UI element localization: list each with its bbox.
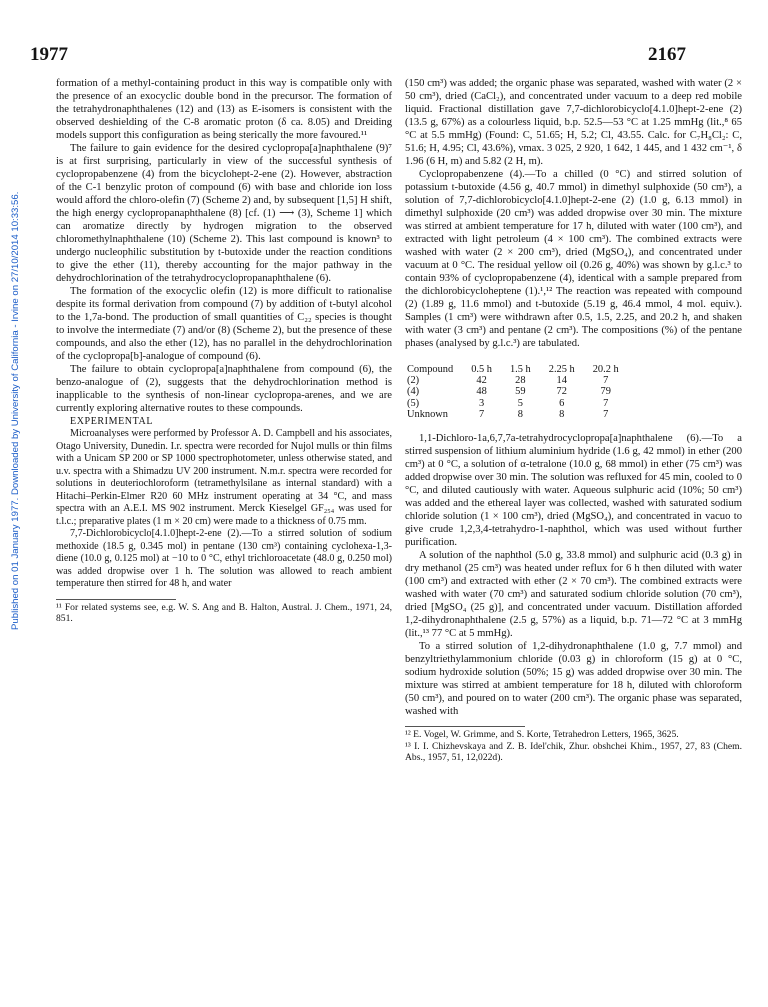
table-cell: (5) xyxy=(407,397,420,409)
composition-table xyxy=(407,364,629,420)
body-paragraph: The formation of the exocyclic olefin (12) is more difficult to rationalise despite its formal derivation from compound (7) by addition of t-butyl alcohol to the 1,7a-bond. The production of small quantities of C₂₂ species is thought to involve the intermediate (7) and/or (8) (Scheme 2), but the presence of these compounds, and also the ether (12), has no parallel in the dehydrochlorination of the cyclopropa[b]-analogue of compound (6). xyxy=(56,286,392,362)
table-cell: 14 xyxy=(556,375,567,387)
footnote-separator xyxy=(56,599,176,600)
table-cell: (2) xyxy=(407,375,420,387)
body-paragraph: (150 cm³) was added; the organic phase was separated, washed with water (2 × 50 cm³), dried (CaCl₂), and concentrated under vacuum to a deep red mobile liquid. Fractional distillation gave 7,7-dichlorobicyclo[4.1.0]hept-2-ene (2) (13.5 g, 67%) as a colourless liquid, b.p. 52.5—53 °C at 1.25 mmHg (lit.,⁸ 65 °C at 5.5 mmHg) (Found: C, 51.65; H, 5.2; Cl, 43.55. Calc. for C₇H₈Cl₂: C, 51.6; H, 4.95; Cl, 43.6%), νmax. 3 025, 2 920, 1 642, 1 445, and 1 432 cm⁻¹, δ 1.96 (6 H, m) and 5.82 (2 H, m). xyxy=(405,78,742,167)
table-cell: 72 xyxy=(556,386,567,398)
body-paragraph: 1,1-Dichloro-1a,6,7,7a-tetrahydrocyclopropa[a]naphthalene (6).—To a stirred suspension of lithium aluminium hydride (1.6 g, 42 mmol) in ether (200 cm³) at 0 °C, a solution of α-tetralone (10.0 g, 68 mmol) in ether (75 cm³) was added dropwise over 30 min. The solution was refluxed for 45 min, cooled to 0 °C, and diluted cautiously with water. Aqueous sulphuric acid (10%; 50 cm³) was added and the ethereal layer was collected, washed with saturated sodium chloride solution (1 × 100 cm³), dried (MgSO₄), and concentrated in vacuo to give crude 1,2,3,4-tetrahydro-1-naphthol, which was used without further purification. xyxy=(405,433,742,549)
table-cell: 7 xyxy=(603,397,609,409)
left-column xyxy=(56,77,392,625)
body-paragraph: The failure to gain evidence for the desired cyclopropa[a]naphthalene (9)⁷ is at first surprising, particularly in view of the successful synthesis of cyclopropabenzene (4) from the bicyclohept-2-ene (2). However, abstraction of the C-1 benzylic proton of compound (6) with base and chloride ion loss would afford the chloro-olefin (7) (Scheme 2) and, by subsequent [1,5] H shift, the high energy cyclopropanaphthalene (8) [cf. (1) ⟶ (3), Scheme 1] which can aromatize directly by hydrogen migration to the observed chloromethylnaphthalene (10) (Scheme 2). This last compound is known³ to undergo nucleophilic substitution by t-butoxide under the reaction conditions to give the ether (11), thereby accounting for the major pathway in the dehydrochlorination of the tetrahydrocyclopropanaphthalene (6). xyxy=(56,143,392,284)
table-header: 2.25 h xyxy=(548,364,575,375)
footnote: ¹² E. Vogel, W. Grimme, and S. Korte, Tetrahedron Letters, 1965, 3625. xyxy=(405,729,679,741)
table-cell: (4) xyxy=(407,386,420,398)
table-header: 0.5 h xyxy=(471,364,492,375)
table-cell: 48 xyxy=(476,386,487,398)
table-row xyxy=(407,398,629,409)
table-row xyxy=(407,375,629,386)
footnote-separator xyxy=(405,726,525,727)
section-heading: EXPERIMENTAL xyxy=(70,416,154,427)
body-paragraph: The failure to obtain cyclopropa[a]naphthalene from compound (6), the benzo-analogue of (2), suggests that the dehydrochlorination method is inapplicable to the synthesis of non-linear cyclopropa-arenes, and we are currently exploring alternative routes to these compounds. xyxy=(56,364,392,414)
page-year: 1977 xyxy=(30,44,68,65)
footnote: ¹¹ For related systems see, e.g. W. S. Ang and B. Halton, Austral. J. Chem., 1971, 24, 851. xyxy=(56,601,392,624)
table-cell: 79 xyxy=(600,386,611,398)
table-cell: 59 xyxy=(515,386,526,398)
table-row xyxy=(407,386,629,397)
table-cell: 8 xyxy=(517,408,523,420)
table-header: Compound xyxy=(407,364,454,375)
download-watermark-link[interactable]: Published on 01 January 1977. Downloaded by University of California - Irvine on 27/10/2014 10:33:56. xyxy=(10,191,21,630)
table-cell: 7 xyxy=(603,408,609,420)
table-cell: 5 xyxy=(517,397,523,409)
right-column xyxy=(405,77,742,764)
table-cell: 7 xyxy=(478,408,485,420)
table-cell: 28 xyxy=(515,375,526,387)
footnote: ¹³ I. I. Chizhevskaya and Z. B. Idel'chik, Zhur. obshchei Khim., 1957, 27, 83 (Chem. Abs., 1957, 51, 12,022d). xyxy=(405,740,742,764)
table-header: 20.2 h xyxy=(592,364,619,375)
page-number: 2167 xyxy=(648,44,686,65)
body-paragraph: A solution of the naphthol (5.0 g, 33.8 mmol) and sulphuric acid (0.3 g) in dry methanol (25 cm³) was heated under reflux for 6 h then diluted with water (100 cm³) and extracted with ether (2 × 70 cm³). The combined extracts were washed with water (70 cm³) and saturated sodium chloride solution (70 cm³), dried [MgSO₄ (25 g)], and concentrated under vacuum. Distillation afforded 1,2-dihydronaphthalene (2.5 g, 57%) as a liquid, b.p. 71—72 °C at 3 mmHg (lit.,¹³ 77 °C at 5 mmHg). xyxy=(405,550,742,640)
table-header: 1.5 h xyxy=(509,364,531,375)
experimental-paragraph: Microanalyses were performed by Professor A. D. Campbell and his associates, Otago University, Dunedin. I.r. spectra were recorded for Nujol mulls or thin films with a Unicam SP 200 or SP 1000 spectrophotometer, unless otherwise stated, and u.v. spectra with a Shimadzu UV 200 instrument. N.m.r. spectra were recorded for solutions in deuteriochloroform (tetramethylsilane as internal standard) with a Hitachi–Perkin-Elmer R20 60 MHz instrument operating at 34 °C, and mass spectra with an A.E.I. MS 902 instrument. Merck Kieselgel GF₂₅₄ was used for t.l.c.; preparative plates (1 m × 20 cm) were made to a thickness of 0.75 mm. xyxy=(56,428,392,527)
table-cell: 42 xyxy=(476,375,487,387)
body-paragraph: Cyclopropabenzene (4).—To a chilled (0 °C) and stirred solution of potassium t-butoxide (4.56 g, 40.7 mmol) in dimethyl sulphoxide (50 cm³), a solution of 7,7-dichlorobicyclo[4.1.0]hept-2-ene (2) (1.0 g, 6.13 mmol) in dimethyl sulphoxide (20 cm³) was added dropwise over 30 min. The mixture was stirred at ambient temperature for 17 h, diluted with water (100 cm³), and extracted with light petroleum (4 × 100 cm³). The combined extracts were washed with water (2 × 200 cm³), dried (MgSO₄), and concentrated under vacuum at 0 °C. The residual yellow oil (0.26 g, 40%) was shown by g.l.c.³ to contain 93% of cyclopropabenzene (4), identical with a sample prepared from the dichlorobicycloheptene (1).¹,¹² The reaction was repeated with compound (2) (1.89 g, 11.6 mmol) and t-butoxide (5.19 g, 46.4 mmol, 4 mol. equiv.). Samples (1 cm³) were withdrawn after 0.5, 1.5, 2.25, and 20.2 h, and shaken with water (3 cm³) and pentane (2 cm³). The compositions (%) of the pentane phases (analysed by g.l.c.³) are tabulated. xyxy=(405,169,742,349)
table-row xyxy=(407,409,629,420)
table-header-row xyxy=(407,364,629,375)
table-cell: Unknown xyxy=(407,408,448,420)
body-paragraph: formation of a methyl-containing product in this way is compatible only with the presence of an exocyclic double bond in the precursor. The formation of the tetrahydronaphthalenes (12) and (13) as E-isomers is consistent with the observed deshielding of the C-8 aromatic proton (δ ca. 8.05) and Dreiding models support this configuration as being sterically the more favoured.¹¹ xyxy=(56,78,392,141)
table-cell: 6 xyxy=(559,397,565,409)
table-cell: 8 xyxy=(559,408,565,420)
table-cell: 3 xyxy=(478,397,485,409)
body-paragraph: To a stirred solution of 1,2-dihydronaphthalene (1.0 g, 7.7 mmol) and benzyltriethylammonium chloride (0.03 g) in chloroform (15 g) at 0 °C, sodium hydroxide solution (50%; 15 g) was added dropwise over 30 min. The mixture was stirred at ambient temperature for 18 h, diluted with chloroform (50 cm³), and poured on to water (200 cm³). The organic phase was separated, washed with xyxy=(405,641,742,718)
experimental-paragraph: 7,7-Dichlorobicyclo[4.1.0]hept-2-ene (2).—To a stirred solution of sodium methoxide (18.5 g, 0.345 mol) in pentane (130 cm³) containing cyclohexa-1,3-diene (10.0 g, 0.125 mol) at −10 to 0 °C, ethyl trichloroacetate (48.0 g, 0.250 mol) was added dropwise over 1 h. The solution was allowed to reach ambient temperature then stirred for 48 h, and water xyxy=(56,528,392,589)
table-cell: 7 xyxy=(603,375,609,387)
